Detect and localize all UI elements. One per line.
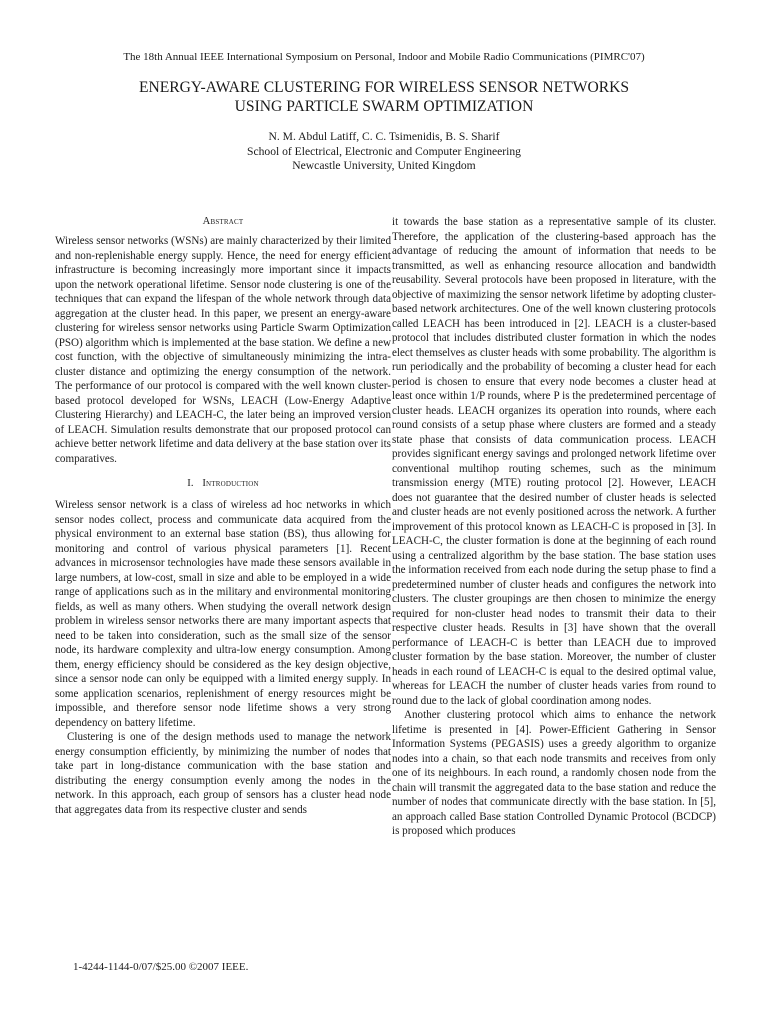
title-line-1: ENERGY-AWARE CLUSTERING FOR WIRELESS SENSOR NETWORKS (138, 79, 630, 96)
introduction-heading (55, 477, 391, 490)
author-names: N. M. Abdul Latiff, C. C. Tsimenidis, B. S. Sharif (268, 130, 500, 143)
abstract-heading: Abstract (202, 216, 244, 227)
introduction-numeral: I. (187, 478, 194, 489)
author-block (40, 130, 728, 174)
intro-paragraph-1: Wireless sensor network is a class of wireless ad hoc networks in which sensor nodes collect, process and communicate data acquired from the physical environment to an external base station (BS), thus allowing for monitoring and control of various physical parameters [1]. Recent advances in microsensor technologies have made these sensors available in large numbers, at low-cost, small in size and able to be employed in a wide range of applications such as in the military and environmental monitoring fields, as well as many others. When studying the overall network design problem in wireless sensor networks there are many important aspects that need to be taken into consideration, such as the small size of the sensor node, its hardware complexity and ultra-low energy consumption. Among them, energy efficiency should be considered as the key design objective, since a sensor node can only be equipped with a limited energy supply. In some application scenarios, replenishment of energy resources might be impossible, and therefore sensor node lifetime shows a very strong dependency on battery lifetime. (55, 499, 391, 729)
author-location: Newcastle University, United Kingdom (292, 159, 476, 172)
right-column (392, 215, 716, 839)
intro-paragraph-2: Clustering is one of the design methods used to manage the network energy consumption efficiently, by minimizing the number of nodes that take part in long-distance communication with the base station and distributing the energy consumption evenly among the nodes in the network. In this approach, each group of sensors has a cluster head node that aggregates data from its respective cluster and sends (55, 731, 391, 816)
conference-header: The 18th Annual IEEE International Symposium on Personal, Indoor and Mobile Radio Communications (PIMRC'07) (123, 51, 645, 63)
left-column (55, 215, 391, 817)
copyright-footer: 1-4244-1144-0/07/$25.00 ©2007 IEEE. (73, 961, 249, 973)
paper-title (40, 78, 728, 116)
right-paragraph-1: it towards the base station as a representative sample of its cluster. Therefore, the application of the clustering-based approach has the advantage of reducing the amount of information that needs to be transmitted, as well as enhancing resource allocation and bandwidth reusability. Several protocols have been proposed in literature, with the objective of maximizing the sensor network lifetime by adopting cluster-based network architectures. One of the well known clustering protocols called LEACH has been introduced in [2]. LEACH is a cluster-based protocol that includes distributed cluster formation in which the nodes elect themselves as cluster heads with some probability. The algorithm is run periodically and the probability of becoming a cluster head for each period is chosen to ensure that every node becomes a cluster head at least once within 1/P rounds, where P is the predetermined percentage of cluster heads. LEACH organizes its operation into rounds, where each round consists of a setup phase where clusters are formed and a steady state phase that consists of data communication process. LEACH provides significant energy savings and prolonged network lifetime over conventional multihop routing schemes, such as the minimum transmission energy (MTE) routing protocol [2]. However, LEACH does not guarantee that the desired number of cluster heads is selected and cluster heads are not evenly positioned across the network. A further improvement of this protocol known as LEACH-C is proposed in [3]. In LEACH-C, the cluster formation is done at the beginning of each round using a centralized algorithm by the base station. The base station uses the information received from each node during the setup phase to find a predetermined number of cluster heads and configures the network into clusters. The cluster groupings are then chosen to minimize the energy required for non-cluster head nodes to transmit their data to their respective cluster heads. Results in [3] have shown that the overall performance of LEACH-C is better than LEACH due to improved cluster formation by the base station. Moreover, the number of cluster heads in each round of LEACH-C is equal to the desired optimal value, whereas for LEACH the number of cluster heads varies from round to round due to the lack of global coordination among nodes. (392, 216, 716, 707)
author-affiliation: School of Electrical, Electronic and Computer Engineering (247, 144, 521, 158)
title-line-2: USING PARTICLE SWARM OPTIMIZATION (234, 98, 534, 115)
right-paragraph-2: Another clustering protocol which aims to enhance the network lifetime is presented in [4]. Power-Efficient Gathering in Sensor Information Systems (PEGASIS) uses a greedy algorithm to organize nodes into a chain, so that each node transmits and receives from only one of its neighbours. In each round, a randomly chosen node from the chain will transmit the aggregated data to the base station and reduce the number of nodes that communicate directly with the base station. In [5], an approach called Base station Controlled Dynamic Protocol (BCDCP) is proposed which produces (392, 709, 716, 837)
introduction-title: Introduction (202, 478, 259, 489)
abstract-text: Wireless sensor networks (WSNs) are mainly characterized by their limited and non-replenishable energy supply. Hence, the need for energy efficient infrastructure is becoming increasingly more important since it impacts upon the network operational lifetime. Sensor node clustering is one of the techniques that can expand the lifespan of the whole network through data aggregation at the cluster head. In this paper, we present an energy-aware clustering for wireless sensor networks using Particle Swarm Optimization (PSO) algorithm which is implemented at the base station. We define a new cost function, with the objective of simultaneously minimizing the intra-cluster distance and optimizing the energy consumption of the network. The performance of our protocol is compared with the well known cluster-based protocol developed for WSNs, LEACH (Low-Energy Adaptive Clustering Hierarchy) and LEACH-C, the later being an improved version of LEACH. Simulation results demonstrate that our proposed protocol can achieve better network lifetime and data delivery at the base station over its comparatives. (55, 235, 391, 465)
